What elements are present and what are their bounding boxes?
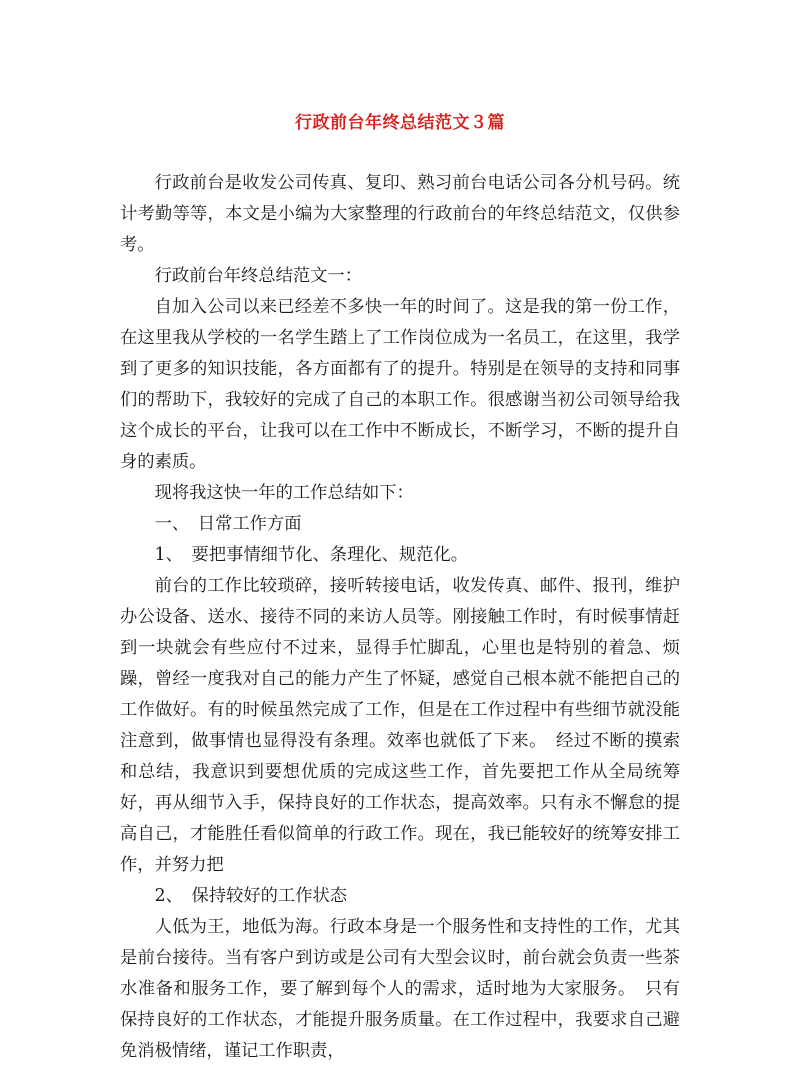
- paragraph-opening: 自加入公司以来已经差不多快一年的时间了。这是我的第一份工作，在这里我从学校的一名学生踏上了工作岗位成为一名员工，在这里，我学到了更多的知识技能，各方面都有了的提升。特别是在领导的支持和同事们的帮助下，我较好的完成了自己的本职工作。很感谢当初公司领导给我这个成长的平台，让我可以在工作中不断成长，不断学习，不断的提升自身的素质。: [120, 297, 680, 472]
- paragraph-heading-daily-work: 一、 日常工作方面: [154, 514, 302, 534]
- paragraph-item-1-body: 前台的工作比较琐碎，接听转接电话，收发传真、邮件、报刊，维护办公设备、送水、接待不同的来访人员等。刚接触工作时，有时候事情赶到一块就会有些应付不过来，显得手忙脚乱，心里也是特别的着急、烦躁，曾经一度我对自己的能力产生了怀疑，感觉自己根本就不能把自己的工作做好。有的时候虽然完成了工作，但是在工作过程中有些细节就没能注意到，做事情也显得没有条理。效率也就低了下来。 经过不断的摸索和总结，我意识到要想优质的完成这些工作，首先要把工作从全局统筹好，再从细节入手，保持良好的工作状态，提高效率。只有永不懈怠的提高自己，才能胜任看似简单的行政工作。现在，我已能较好的统筹安排工作，并努力把: [120, 576, 680, 875]
- document-title: 行政前台年终总结范文３篇: [295, 113, 505, 133]
- paragraph-summary-lead: 现将我这快一年的工作总结如下：: [154, 483, 414, 503]
- paragraph-intro: 行政前台是收发公司传真、复印、熟习前台电话公司各分机号码。统计考勤等等，本文是小编为大家整理的行政前台的年终总结范文，仅供参考。: [120, 173, 680, 255]
- paragraph-item-2-body: 人低为王，地低为海。行政本身是一个服务性和支持性的工作，尤其是前台接待。当有客户到访或是公司有大型会议时，前台就会负责一些茶水准备和服务工作，要了解到每个人的需求，适时地为大家服务。 只有保持良好的工作状态，才能提升服务质量。在工作过程中，我要求自己避免消极情绪，谨记工作职责，: [120, 917, 680, 1061]
- paragraph-section-heading: 行政前台年终总结范文一：: [154, 266, 362, 286]
- paragraph-heading-item-1: 1、 要把事情细节化、条理化、规范化。: [154, 545, 469, 565]
- paragraph-heading-item-2: 2、 保持较好的工作状态: [154, 886, 348, 906]
- document-body: [120, 168, 680, 1067]
